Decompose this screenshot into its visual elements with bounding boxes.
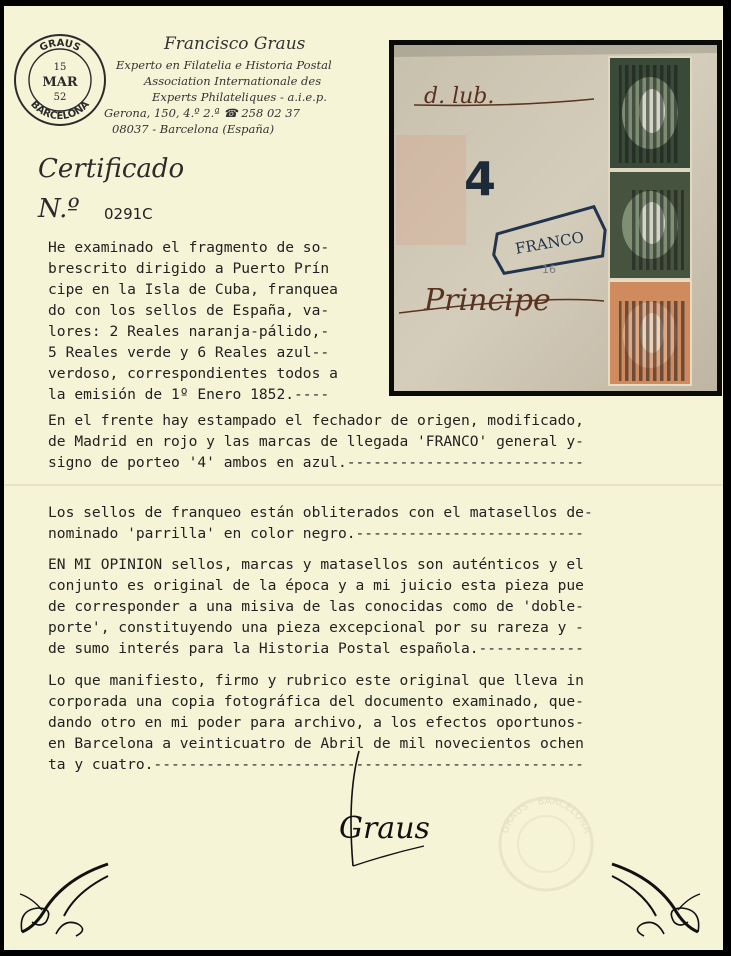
certificate-sheet — [4, 6, 723, 950]
embossed-seal-text: GRAUS · BARCELONA — [499, 795, 593, 835]
header-line-1: Experto en Filatelia e Historia Postal — [116, 58, 332, 72]
date-seal — [12, 32, 108, 128]
header-line-2: Association Internationale des — [144, 74, 322, 88]
paragraph-obliteration: Los sellos de franqueo están obliterados con el matasellos de- nominado 'parrilla' en color negro.-------------------------- — [48, 504, 593, 542]
fold-line — [4, 484, 723, 486]
handwriting-line-2: Principe — [424, 283, 551, 318]
paragraph-front-marks: En el frente hay estampado el fechador de origen, modificado, de Madrid en rojo y las marcas de llegada 'FRANCO' general y- signo de porteo '4' ambos en azul.--------------------------- — [48, 412, 584, 471]
expert-name: Francisco Graus — [164, 34, 306, 54]
seal-top-text: GRAUS — [38, 37, 82, 54]
seal-bottom-text: BARCELONA — [28, 99, 92, 123]
embossed-seal — [484, 792, 609, 892]
paragraph-declaration: Lo que manifiesto, firmo y rubrico este original que lleva in corporada una copia fotográfica del documento examinado, que- dando otro en mi poder para archivo, a los efectos oportunos- en Barcelona a veinticuatro de Abril de mil novecientos ochen ta y cuatro.------------------------------------------------- — [48, 672, 584, 773]
header-line-5: 08037 - Barcelona (España) — [112, 122, 275, 136]
stamp-2-reales — [609, 281, 691, 385]
svg-text:GRAUS — [38, 38, 82, 54]
paragraph-examination: He examinado el fragmento de so- brescrito dirigido a Puerto Prín cipe en la Isla de Cuba, franquea do con los sellos de España, va- lores: 2 Reales naranja-pálido,- 5 Reales verde y 6 Reales azul-- verdoso, correspondientes todos a la emisión de 1º Enero 1852.---- — [48, 239, 338, 403]
seal-month: MAR — [42, 75, 78, 90]
cover-fragment-image — [394, 45, 717, 391]
ornament-left — [16, 858, 112, 938]
rate-mark-4: 4 — [464, 152, 497, 206]
seal-year: 52 — [53, 92, 67, 103]
header-line-4: Gerona, 150, 4.º 2.ª ☎ 258 02 37 — [104, 106, 300, 120]
handwritten-signature — [329, 746, 439, 876]
pencil-note: 16 — [542, 263, 556, 276]
seal-day: 15 — [53, 62, 67, 73]
ornament-right — [608, 858, 704, 938]
cover-photograph — [389, 40, 722, 396]
certificate-title: Certificado — [38, 154, 185, 184]
certificate-number: 0291C — [104, 205, 153, 223]
signature-text: Graus — [339, 811, 430, 846]
handwriting-line-1: d. lub. — [424, 84, 495, 109]
stamp-5-reales — [609, 57, 691, 169]
certificate-number-label: N.º — [38, 194, 80, 224]
paragraph-opinion: EN MI OPINION sellos, marcas y matasellos son auténticos y el conjunto es original de la época y a mi juicio esta pieza pue de corresponder a una misiva de las conocidas como de 'doble- porte', constituyendo una pieza excepcional por su rareza y - de sumo interés para la Historia Postal española.------------ — [48, 556, 584, 657]
stamp-6-reales — [609, 171, 691, 279]
header-line-3: Experts Philateliques - a.i.e.p. — [152, 90, 327, 104]
franco-mark: FRANCO — [513, 228, 586, 258]
